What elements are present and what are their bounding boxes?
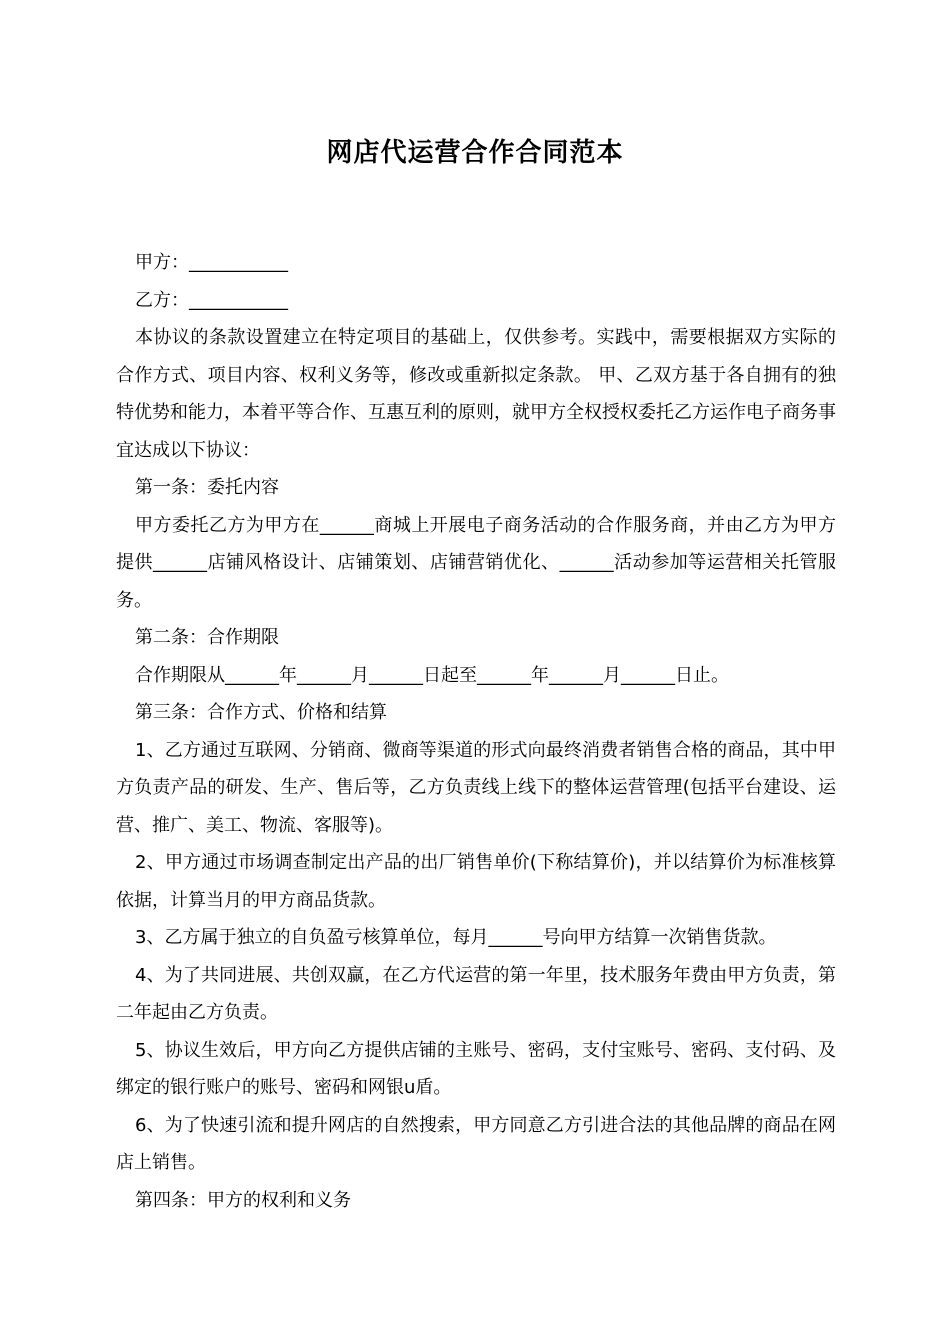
article-1-heading: 第一条：委托内容 [135,477,279,498]
article-2-paragraph: 合作期限从______年______月______日起至______年______月______日止。 [135,664,729,686]
preamble-paragraph: 本协议的条款设置建立在特定项目的基础上，仅供参考。实践中，需要根据双方实际的合作方式、项目内容、权利义务等，修改或重新拟定条款。 甲、乙双方基于各自拥有的独特优势和能力，本着平等合作、互惠互利的原则，就甲方全权授权委托乙方运作电子商务事宜达成以下协议： [116,327,836,461]
party-b-line: 乙方：___________ [135,289,288,311]
article-4-heading: 第四条：甲方的权利和义务 [135,1189,351,1211]
document-title: 网店代运营合作合同范本 [326,138,624,168]
article-3-heading: 第三条：合作方式、价格和结算 [135,702,387,723]
article-1-paragraph: 甲方委托乙方为甲方在______商城上开展电子商务活动的合作服务商，并由乙方为甲方提供______店铺风格设计、店铺策划、店铺营销优化、______活动参加等运营相关托管服务。 [116,514,836,611]
article-3-item-4: 4、为了共同进展、共创双赢，在乙方代运营的第一年里，技术服务年费由甲方负责，第二年起由乙方负责。 [116,964,836,1023]
party-a-line: 甲方：___________ [135,252,288,273]
article-2-heading: 第二条：合作期限 [135,627,279,648]
article-3-item-1: 1、乙方通过互联网、分销商、微商等渠道的形式向最终消费者销售合格的商品，其中甲方负责产品的研发、生产、售后等，乙方负责线上线下的整体运营管理(包括平台建设、运营、推广、美工、物流、客服等)。 [116,739,836,836]
article-3-item-2: 2、甲方通过市场调查制定出产品的出厂销售单价(下称结算价)，并以结算价为标准核算依据，计算当月的甲方商品货款。 [116,852,836,911]
article-3-item-3: 3、乙方属于独立的自负盈亏核算单位，每月______号向甲方结算一次销售货款。 [135,927,777,948]
document-body [116,244,836,1219]
article-3-item-6: 6、为了快速引流和提升网店的自然搜索，甲方同意乙方引进合法的其他品牌的商品在网店上销售。 [116,1114,836,1173]
article-3-item-5: 5、协议生效后，甲方向乙方提供店铺的主账号、密码，支付宝账号、密码、支付码、及绑定的银行账户的账号、密码和网银u盾。 [116,1039,836,1098]
